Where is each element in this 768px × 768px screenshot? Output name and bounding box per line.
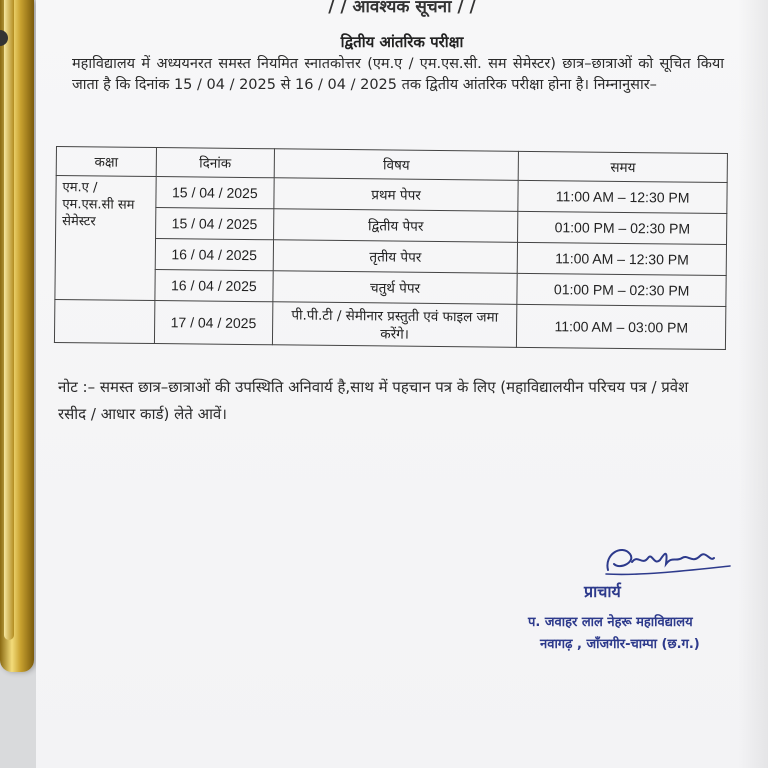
date-cell: 16 / 04 / 2025	[155, 239, 273, 271]
subject-cell: चतुर्थ पेपर	[273, 271, 518, 305]
header-subject: विषय	[274, 149, 519, 181]
notice-heading: / / आवश्यक सूचना / /	[328, 0, 476, 17]
principal-title: प्राचार्य	[584, 582, 621, 601]
time-cell: 11:00 AM – 12:30 PM	[518, 180, 727, 213]
college-address: नवागढ़ , जाँजगीर-चाम्पा (छ.ग.)	[540, 637, 700, 652]
note-paragraph: नोट :– समस्त छात्र–छात्राओं की उपस्थिति अनिवार्य है,साथ में पहचान पत्र के लिए (महाविद्यालयीन परिचय पत्र / प्रवेश रसीद / आधार कार्ड) लेते आवें।	[58, 378, 689, 423]
intro-paragraph: महाविद्यालय में अध्ययनरत समस्त नियमित स्नातकोत्तर (एम.ए / एम.एस.सी. सम सेमेस्टर) छात्र–छात्राओं को सूचित किया जाता है कि दिनांक 15 / 04 / 2025 से 16 / 04 / 2025 तक द्वितीय आंतरिक परीक्षा होना है। निम्नानुसार–	[72, 56, 724, 93]
time-cell: 11:00 AM – 12:30 PM	[518, 242, 727, 275]
time-cell: 01:00 PM – 02:30 PM	[517, 273, 726, 306]
header-date: दिनांक	[156, 148, 274, 178]
subject-cell: तृतीय पेपर	[273, 240, 518, 274]
subject-cell: प्रथम पेपर	[274, 178, 519, 212]
date-cell: 15 / 04 / 2025	[156, 177, 274, 209]
time-cell: 01:00 PM – 02:30 PM	[518, 211, 727, 244]
time-cell: 11:00 AM – 03:00 PM	[517, 304, 726, 349]
exam-title: द्वितीय आंतरिक परीक्षा	[340, 33, 464, 51]
subject-cell: पी.पी.टी / सेमीनार प्रस्तुती एवं फाइल जमा करेंगे।	[272, 302, 517, 348]
principal-signature	[602, 540, 732, 580]
class-cell: एम.ए / एम.एस.सी सम सेमेस्टर	[55, 176, 156, 301]
header-time: समय	[518, 151, 727, 182]
date-cell: 17 / 04 / 2025	[154, 301, 272, 345]
paper-edge-shadow	[738, 0, 768, 768]
notice-paper	[36, 0, 768, 768]
exam-schedule-table	[54, 146, 728, 350]
header-class: कक्षा	[56, 147, 156, 177]
gold-pen	[0, 0, 34, 672]
subject-cell: द्वितीय पेपर	[273, 209, 518, 243]
college-name: प. जवाहर लाल नेहरू महाविद्यालय	[528, 615, 693, 630]
table-row	[54, 299, 725, 349]
pen-clip	[4, 0, 14, 640]
date-cell: 15 / 04 / 2025	[155, 208, 273, 240]
class-cell-empty	[54, 299, 154, 343]
date-cell: 16 / 04 / 2025	[155, 270, 273, 302]
